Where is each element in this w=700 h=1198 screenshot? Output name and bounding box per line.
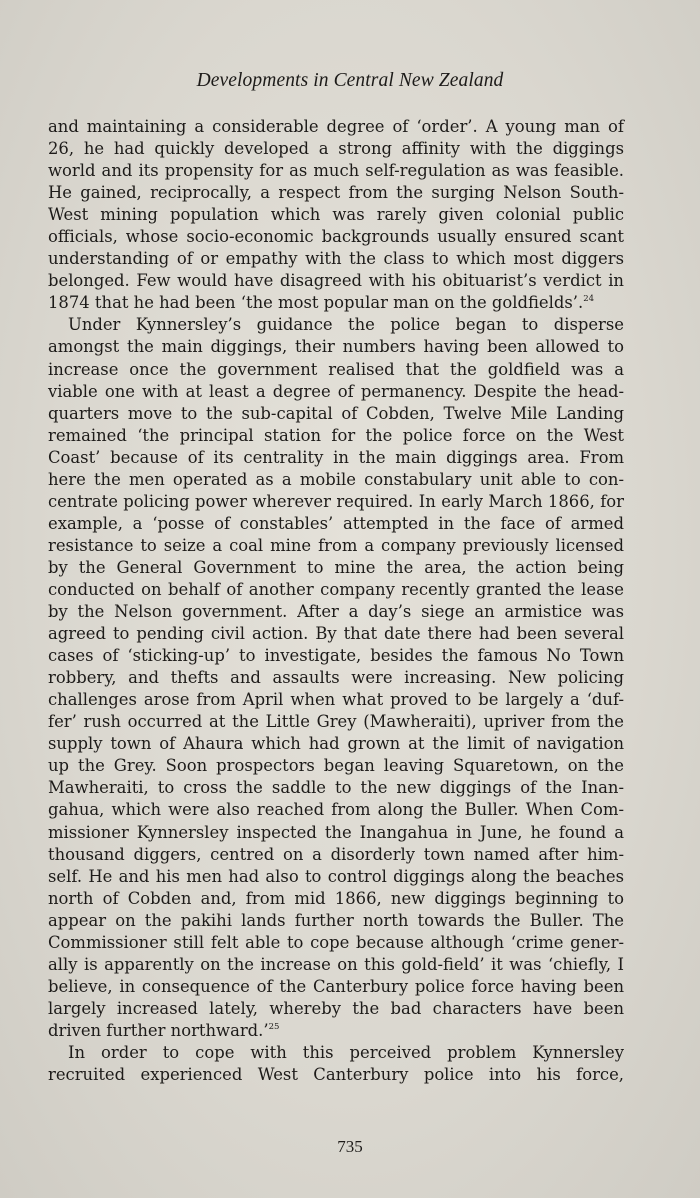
line-text: conducted on behalf of another company recently granted the lease xyxy=(48,579,624,599)
line-text: supply town of Ahaura which had grown at the limit of navigation xyxy=(48,734,624,754)
text-line xyxy=(48,733,624,755)
line-text: centrate policing power wherever required. In early March 1866, for xyxy=(48,491,624,511)
text-line xyxy=(48,976,624,998)
line-text: north of Cobden and, from mid 1866, new diggings beginning to xyxy=(48,888,624,908)
line-text: In order to cope with this perceived problem Kynnersley xyxy=(68,1042,624,1062)
text-line xyxy=(48,645,624,667)
line-text: amongst the main diggings, their numbers having been allowed to xyxy=(48,337,624,357)
text-line xyxy=(48,226,624,248)
line-text: Mawheraiti, to cross the saddle to the new diggings of the Inan- xyxy=(48,778,624,798)
text-line xyxy=(48,777,624,799)
text-line xyxy=(48,557,624,579)
text-line xyxy=(48,160,624,182)
text-line xyxy=(48,932,624,954)
text-line xyxy=(48,425,624,447)
text-line xyxy=(48,910,624,932)
line-text: quarters move to the sub-capital of Cobden, Twelve Mile Landing xyxy=(48,403,624,423)
text-line xyxy=(48,711,624,733)
line-text: resistance to seize a coal mine from a company previously licensed xyxy=(48,535,624,555)
text-line xyxy=(48,888,624,910)
text-line xyxy=(48,535,624,557)
line-text: self. He and his men had also to control diggings along the beaches xyxy=(48,866,624,886)
text-line xyxy=(48,689,624,711)
line-text: Commissioner still felt able to cope because although ‘crime gener- xyxy=(48,932,624,952)
running-head: Developments in Central New Zealand xyxy=(196,70,504,91)
body-text xyxy=(48,116,624,1086)
line-text: largely increased lately, whereby the bad characters have been xyxy=(48,998,624,1018)
line-text: by the General Government to mine the area, the action being xyxy=(48,557,624,577)
footnote-marker: 25 xyxy=(268,1021,280,1032)
line-text: here the men operated as a mobile constabulary unit able to con- xyxy=(48,469,624,489)
line-text: remained ‘the principal station for the police force on the West xyxy=(48,425,624,445)
line-text: understanding of or empathy with the class to which most diggers xyxy=(48,249,624,269)
line-text: world and its propensity for as much self-regulation as was feasible. xyxy=(48,161,624,181)
page-number: 735 xyxy=(337,1137,363,1156)
text-line xyxy=(48,204,624,226)
line-text: believe, in consequence of the Canterbury police force having been xyxy=(48,976,624,996)
text-line xyxy=(48,1042,624,1064)
line-text: officials, whose socio-economic backgrounds usually ensured scant xyxy=(48,227,624,247)
line-text: driven further northward.’ xyxy=(48,1020,269,1040)
text-line xyxy=(48,579,624,601)
text-line xyxy=(48,822,624,844)
text-line xyxy=(48,623,624,645)
line-text: 1874 that he had been ‘the most popular man on the goldfields’. xyxy=(48,293,584,313)
text-line xyxy=(48,359,624,381)
line-text: He gained, reciprocally, a respect from the surging Nelson South- xyxy=(48,183,624,203)
text-line xyxy=(48,248,624,270)
line-text: by the Nelson government. After a day’s siege an armistice was xyxy=(48,602,624,622)
line-text: 26, he had quickly developed a strong affinity with the diggings xyxy=(48,139,624,159)
line-text: increase once the government realised that the goldfield was a xyxy=(48,359,624,379)
text-line xyxy=(48,954,624,976)
line-text: Coast’ because of its centrality in the main diggings area. From xyxy=(48,447,624,467)
text-line xyxy=(48,491,624,513)
text-line xyxy=(48,866,624,888)
text-line xyxy=(48,1020,624,1042)
line-text: viable one with at least a degree of permanency. Despite the head- xyxy=(48,381,624,401)
line-text: fer’ rush occurred at the Little Grey (Mawheraiti), upriver from the xyxy=(48,712,624,732)
text-line xyxy=(48,667,624,689)
line-text: recruited experienced West Canterbury police into his force, xyxy=(48,1065,624,1085)
text-line xyxy=(48,270,624,292)
text-line xyxy=(48,469,624,491)
line-text: and maintaining a considerable degree of ‘order’. A young man of xyxy=(48,117,624,136)
text-line xyxy=(48,513,624,535)
text-line xyxy=(48,1064,624,1086)
text-line xyxy=(48,998,624,1020)
line-text: up the Grey. Soon prospectors began leaving Squaretown, on the xyxy=(48,756,624,776)
text-line xyxy=(48,292,624,314)
line-text: challenges arose from April when what proved to be largely a ‘duf- xyxy=(48,690,624,710)
text-line xyxy=(48,844,624,866)
line-text: cases of ‘sticking-up’ to investigate, besides the famous No Town xyxy=(48,646,624,666)
text-line xyxy=(48,314,624,336)
text-line xyxy=(48,601,624,623)
line-text: West mining population which was rarely given colonial public xyxy=(48,205,624,225)
text-line xyxy=(48,116,624,138)
text-line xyxy=(48,447,624,469)
text-line xyxy=(48,799,624,821)
line-text: gahua, which were also reached from along the Buller. When Com- xyxy=(48,800,624,820)
text-line xyxy=(48,755,624,777)
line-text: Under Kynnersley’s guidance the police began to disperse xyxy=(68,315,624,335)
text-line xyxy=(48,381,624,403)
text-line xyxy=(48,182,624,204)
line-text: missioner Kynnersley inspected the Inangahua in June, he found a xyxy=(48,822,624,842)
line-text: appear on the pakihi lands further north towards the Buller. The xyxy=(48,910,624,930)
line-text: agreed to pending civil action. By that date there had been several xyxy=(48,624,624,644)
text-line xyxy=(48,336,624,358)
text-line xyxy=(48,138,624,160)
line-text: robbery, and thefts and assaults were increasing. New policing xyxy=(48,668,624,688)
line-text: thousand diggers, centred on a disorderly town named after him- xyxy=(48,844,624,864)
line-text: ally is apparently on the increase on this gold-field’ it was ‘chiefly, I xyxy=(48,954,624,974)
line-text: belonged. Few would have disagreed with his obituarist’s verdict in xyxy=(48,271,624,291)
text-line xyxy=(48,403,624,425)
line-text: example, a ‘posse of constables’ attempted in the face of armed xyxy=(48,513,624,533)
footnote-marker: 24 xyxy=(583,294,595,305)
